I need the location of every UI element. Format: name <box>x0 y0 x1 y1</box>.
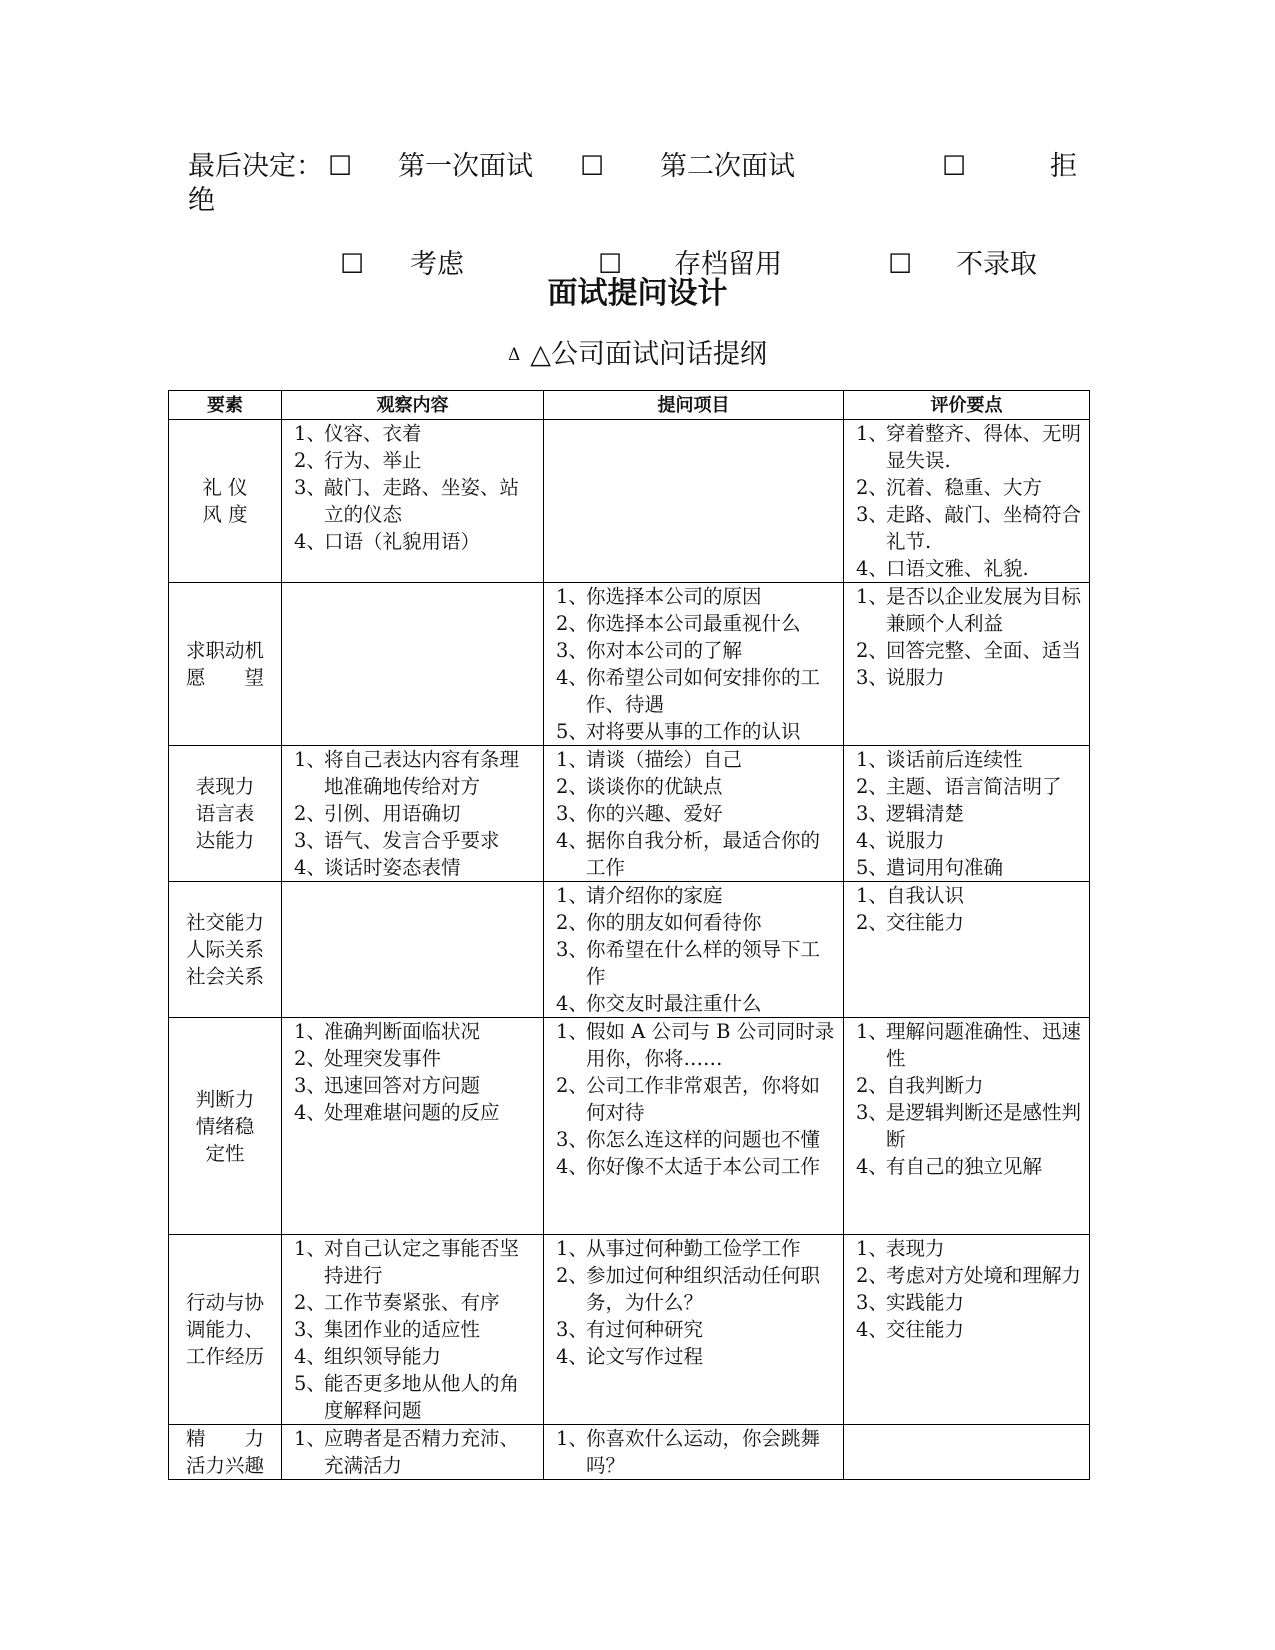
list-item <box>282 1343 537 1370</box>
header-observe: 观察内容 <box>282 391 544 420</box>
item-number: 2、 <box>294 449 326 472</box>
list-item <box>544 1235 837 1262</box>
item-number: 4、 <box>856 557 888 580</box>
observe-cell <box>282 1018 544 1235</box>
header-evaluation: 评价要点 <box>844 391 1090 420</box>
list-item <box>282 1289 537 1316</box>
questions-list <box>544 746 843 881</box>
evaluation-list <box>844 583 1089 691</box>
option-second-interview: 第二次面试 <box>660 151 795 182</box>
item-number: 4、 <box>856 1155 888 1178</box>
item-text: 有过何种研究 <box>586 1318 704 1341</box>
list-item <box>844 746 1083 773</box>
questions-cell <box>544 882 844 1018</box>
table-row <box>169 1425 1090 1480</box>
questions-cell <box>544 420 844 583</box>
list-item <box>282 447 537 474</box>
element-cell <box>169 1235 282 1425</box>
element-label: 社交能力 <box>185 911 264 934</box>
item-number: 3、 <box>856 802 888 825</box>
item-number: 2、 <box>294 802 326 825</box>
evaluation-list <box>844 882 1089 936</box>
item-text: 请谈（描绘）自己 <box>586 748 743 771</box>
list-item <box>544 1425 837 1479</box>
table-body <box>169 420 1090 1480</box>
item-number: 2、 <box>294 1047 326 1070</box>
element-label: 语言表 <box>195 802 255 825</box>
item-text: 你的朋友如何看待你 <box>586 911 762 934</box>
item-text: 回答完整、全面、适当 <box>886 639 1082 662</box>
item-number: 3、 <box>856 503 888 526</box>
item-number: 5、 <box>556 720 588 743</box>
questions-cell <box>544 1425 844 1480</box>
table-row <box>169 583 1090 746</box>
list-item <box>282 1235 537 1289</box>
questions-list <box>544 1425 843 1479</box>
item-number: 3、 <box>294 1318 326 1341</box>
item-text: 考虑对方处境和理解力 <box>886 1264 1082 1287</box>
item-number: 2、 <box>856 639 888 662</box>
item-number: 2、 <box>556 1264 588 1287</box>
questions-cell <box>544 1018 844 1235</box>
list-item <box>844 420 1083 474</box>
checkbox-consider[interactable]: ☐ <box>340 249 365 280</box>
item-text: 交往能力 <box>886 911 965 934</box>
list-item <box>544 882 837 909</box>
item-number: 3、 <box>856 1291 888 1314</box>
item-number: 2、 <box>856 911 888 934</box>
list-item <box>844 1099 1083 1153</box>
list-item <box>544 936 837 990</box>
list-item <box>844 474 1083 501</box>
option-archive: 存档留用 <box>674 249 782 280</box>
element-label: 表现力 <box>195 775 255 798</box>
item-text: 穿着整齐、得体、无明显失误. <box>886 422 1082 472</box>
item-text: 说服力 <box>886 666 945 689</box>
item-text: 准确判断面临状况 <box>324 1020 481 1043</box>
item-number: 1、 <box>294 748 326 771</box>
questions-list <box>544 882 843 1017</box>
item-number: 2、 <box>294 1291 326 1314</box>
list-item <box>282 1425 537 1479</box>
element-cell <box>169 1018 282 1235</box>
item-text: 语气、发言合乎要求 <box>324 829 500 852</box>
evaluation-list <box>844 1235 1089 1343</box>
table-row <box>169 420 1090 583</box>
item-text: 将自己表达内容有条理地准确地传给对方 <box>324 748 520 798</box>
item-number: 2、 <box>556 1074 588 1097</box>
list-item <box>282 854 537 881</box>
evaluation-cell <box>844 1425 1090 1480</box>
item-text: 遣词用句准确 <box>886 856 1004 879</box>
item-number: 2、 <box>556 775 588 798</box>
item-number: 5、 <box>294 1372 326 1395</box>
element-label: 风 度 <box>202 503 248 526</box>
item-text: 沉着、稳重、大方 <box>886 476 1043 499</box>
item-text: 迅速回答对方问题 <box>324 1074 481 1097</box>
list-item <box>844 1072 1083 1099</box>
questions-list <box>544 1018 843 1180</box>
evaluation-list <box>844 746 1089 881</box>
item-number: 4、 <box>294 1345 326 1368</box>
list-item <box>844 664 1083 691</box>
final-decision-block <box>188 150 1088 282</box>
item-number: 2、 <box>856 1074 888 1097</box>
list-item <box>844 909 1083 936</box>
observe-cell <box>282 1425 544 1480</box>
item-text: 假如 A 公司与 B 公司同时录用你，你将…… <box>586 1020 835 1070</box>
item-number: 4、 <box>556 829 588 852</box>
item-text: 是逻辑判断还是感性判断 <box>886 1101 1082 1151</box>
item-text: 是否以企业发展为目标兼顾个人利益 <box>886 585 1082 635</box>
list-item <box>544 746 837 773</box>
item-text: 据你自我分析，最适合你的工作 <box>586 829 821 879</box>
item-number: 2、 <box>556 911 588 934</box>
option-no-hire: 不录取 <box>956 249 1037 280</box>
table-row <box>169 882 1090 1018</box>
header-questions: 提问项目 <box>544 391 844 420</box>
item-number: 4、 <box>856 829 888 852</box>
evaluation-cell <box>844 420 1090 583</box>
checkbox-archive[interactable]: ☐ <box>598 249 623 280</box>
item-text: 工作节奏紧张、有序 <box>324 1291 500 1314</box>
delta-mark: Δ <box>507 345 521 365</box>
item-number: 2、 <box>856 775 888 798</box>
list-item <box>282 1045 537 1072</box>
list-item <box>844 854 1083 881</box>
item-number: 1、 <box>556 1020 588 1043</box>
subtitle-text: △公司面试问话提纲 <box>530 339 768 370</box>
list-item <box>544 583 837 610</box>
list-item <box>544 800 837 827</box>
item-text: 交往能力 <box>886 1318 965 1341</box>
option-consider: 考虑 <box>410 249 464 280</box>
list-item <box>282 827 537 854</box>
item-text: 你希望在什么样的领导下工作 <box>586 938 821 988</box>
interview-outline-table <box>168 390 1090 1480</box>
item-number: 3、 <box>856 666 888 689</box>
item-text: 对将要从事的工作的认识 <box>586 720 801 743</box>
item-number: 3、 <box>556 938 588 961</box>
item-number: 1、 <box>556 748 588 771</box>
list-item <box>844 555 1083 582</box>
list-item <box>544 1018 837 1072</box>
observe-list <box>282 746 543 881</box>
item-number: 1、 <box>556 585 588 608</box>
item-number: 4、 <box>294 530 326 553</box>
evaluation-cell <box>844 746 1090 882</box>
item-text: 谈话时姿态表情 <box>324 856 461 879</box>
observe-cell <box>282 746 544 882</box>
list-item <box>844 1235 1083 1262</box>
item-number: 4、 <box>294 1101 326 1124</box>
item-number: 1、 <box>556 1237 588 1260</box>
table-row <box>169 746 1090 882</box>
item-text: 行为、举止 <box>324 449 422 472</box>
questions-cell <box>544 746 844 882</box>
list-item <box>544 718 837 745</box>
item-text: 你好像不太适于本公司工作 <box>586 1155 821 1178</box>
item-text: 请介绍你的家庭 <box>586 884 723 907</box>
item-text: 集团作业的适应性 <box>324 1318 481 1341</box>
observe-cell <box>282 420 544 583</box>
questions-list <box>544 1235 843 1370</box>
item-text: 表现力 <box>886 1237 945 1260</box>
list-item <box>844 773 1083 800</box>
observe-list <box>282 420 543 555</box>
item-number: 4、 <box>556 1155 588 1178</box>
element-label: 行动与协 <box>185 1291 264 1314</box>
item-number: 4、 <box>556 1345 588 1368</box>
item-number: 1、 <box>856 422 888 445</box>
item-number: 4、 <box>556 666 588 689</box>
list-item <box>844 882 1083 909</box>
list-item <box>844 1262 1083 1289</box>
list-item <box>544 1153 837 1180</box>
item-number: 2、 <box>856 1264 888 1287</box>
item-number: 1、 <box>294 1237 326 1260</box>
list-item <box>844 1018 1083 1072</box>
element-label: 社会关系 <box>185 965 264 988</box>
observe-list <box>282 1425 543 1479</box>
table-header-row <box>169 391 1090 420</box>
item-number: 4、 <box>294 856 326 879</box>
item-number: 1、 <box>856 748 888 771</box>
questions-cell <box>544 583 844 746</box>
item-number: 1、 <box>856 1237 888 1260</box>
header-element: 要素 <box>169 391 282 420</box>
item-number: 1、 <box>556 1427 588 1450</box>
list-item <box>544 637 837 664</box>
item-number: 4、 <box>556 992 588 1015</box>
item-text: 应聘者是否精力充沛、充满活力 <box>324 1427 520 1477</box>
item-number: 1、 <box>294 422 326 445</box>
evaluation-cell <box>844 1018 1090 1235</box>
list-item <box>544 1072 837 1126</box>
list-item <box>544 1316 837 1343</box>
observe-cell <box>282 1235 544 1425</box>
element-label: 愿 望 <box>185 666 264 689</box>
element-cell <box>169 746 282 882</box>
list-item <box>544 909 837 936</box>
item-text: 谈谈你的优缺点 <box>586 775 723 798</box>
list-item <box>844 1316 1083 1343</box>
observe-cell <box>282 583 544 746</box>
item-text: 能否更多地从他人的角度解释问题 <box>324 1372 520 1422</box>
observe-list <box>282 1235 543 1424</box>
item-number: 1、 <box>556 884 588 907</box>
list-item <box>282 420 537 447</box>
item-number: 1、 <box>856 884 888 907</box>
evaluation-cell <box>844 583 1090 746</box>
item-text: 你交友时最注重什么 <box>586 992 762 1015</box>
page-subtitle <box>0 332 1275 371</box>
option-first-interview: 第一次面试 <box>398 151 533 182</box>
item-text: 处理难堪问题的反应 <box>324 1101 500 1124</box>
item-text: 组织领导能力 <box>324 1345 442 1368</box>
item-text: 你对本公司的了解 <box>586 639 743 662</box>
element-label: 礼 仪 <box>202 476 248 499</box>
page-title: 面试提问设计 <box>547 276 728 311</box>
item-number: 3、 <box>556 1128 588 1151</box>
item-text: 你希望公司如何安排你的工作、待遇 <box>586 666 821 716</box>
item-number: 3、 <box>556 802 588 825</box>
item-number: 3、 <box>556 639 588 662</box>
item-number: 1、 <box>856 1020 888 1043</box>
item-text: 走路、敲门、坐椅符合礼节. <box>886 503 1082 553</box>
decision-label: 最后决定： <box>188 151 323 182</box>
element-label: 精 力 <box>185 1427 264 1450</box>
list-item <box>282 1316 537 1343</box>
element-label: 求职动机 <box>185 639 264 662</box>
item-text: 逻辑清楚 <box>886 802 965 825</box>
item-text: 引例、用语确切 <box>324 802 461 825</box>
element-label: 定性 <box>205 1141 245 1165</box>
item-text: 仪容、衣着 <box>324 422 422 445</box>
option-reject-part1: 拒 <box>1050 151 1077 182</box>
item-text: 你选择本公司最重视什么 <box>586 612 801 635</box>
item-text: 口语（礼貌用语） <box>324 530 481 553</box>
element-label: 活力兴趣 <box>185 1454 264 1477</box>
item-text: 你喜欢什么运动，你会跳舞吗？ <box>586 1427 821 1477</box>
list-item <box>544 773 837 800</box>
decision-row-1 <box>188 150 1088 184</box>
item-number: 3、 <box>294 1074 326 1097</box>
list-item <box>844 637 1083 664</box>
list-item <box>844 827 1083 854</box>
element-cell <box>169 882 282 1018</box>
list-item <box>844 583 1083 637</box>
evaluation-list <box>844 1018 1089 1180</box>
list-item <box>282 1370 537 1424</box>
element-label: 判断力 <box>195 1087 255 1111</box>
element-cell <box>169 583 282 746</box>
table-row <box>169 1018 1090 1235</box>
item-number: 3、 <box>556 1318 588 1341</box>
element-cell <box>169 420 282 583</box>
observe-list <box>282 1018 543 1126</box>
item-number: 2、 <box>556 612 588 635</box>
checkbox-first-interview[interactable]: ☐ <box>328 151 353 182</box>
item-number: 3、 <box>856 1101 888 1124</box>
list-item <box>844 1289 1083 1316</box>
item-text: 理解问题准确性、迅速性 <box>886 1020 1082 1070</box>
item-text: 处理突发事件 <box>324 1047 442 1070</box>
list-item <box>544 1262 837 1316</box>
item-text: 有自己的独立见解 <box>886 1155 1043 1178</box>
list-item <box>544 990 837 1017</box>
checkbox-reject[interactable]: ☐ <box>942 151 967 182</box>
list-item <box>544 1126 837 1153</box>
item-number: 4、 <box>856 1318 888 1341</box>
item-text: 自我认识 <box>886 884 965 907</box>
item-number: 1、 <box>294 1427 326 1450</box>
item-number: 1、 <box>856 585 888 608</box>
list-item <box>282 1099 537 1126</box>
item-text: 实践能力 <box>886 1291 965 1314</box>
list-item <box>844 800 1083 827</box>
list-item <box>844 501 1083 555</box>
list-item <box>282 800 537 827</box>
item-text: 论文写作过程 <box>586 1345 704 1368</box>
item-text: 你的兴趣、爱好 <box>586 802 723 825</box>
item-text: 说服力 <box>886 829 945 852</box>
item-number: 3、 <box>294 476 326 499</box>
list-item <box>282 1018 537 1045</box>
item-text: 敲门、走路、坐姿、站立的仪态 <box>324 476 520 526</box>
list-item <box>544 827 837 881</box>
item-text: 谈话前后连续性 <box>886 748 1023 771</box>
element-label: 达能力 <box>195 829 255 852</box>
item-text: 参加过何种组织活动任何职务，为什么？ <box>586 1264 821 1314</box>
list-item <box>282 474 537 528</box>
list-item <box>844 1153 1083 1180</box>
item-text: 主题、语言简洁明了 <box>886 775 1062 798</box>
item-number: 3、 <box>294 829 326 852</box>
list-item <box>282 528 537 555</box>
observe-cell <box>282 882 544 1018</box>
item-number: 2、 <box>856 476 888 499</box>
item-text: 自我判断力 <box>886 1074 984 1097</box>
checkbox-second-interview[interactable]: ☐ <box>580 151 605 182</box>
element-label: 调能力、 <box>185 1318 264 1341</box>
element-label: 人际关系 <box>185 938 264 961</box>
item-number: 5、 <box>856 856 888 879</box>
checkbox-no-hire[interactable]: ☐ <box>888 249 913 280</box>
list-item <box>282 1072 537 1099</box>
questions-cell <box>544 1235 844 1425</box>
list-item <box>544 610 837 637</box>
item-text: 你怎么连这样的问题也不懂 <box>586 1128 821 1151</box>
option-reject-part2: 绝 <box>188 185 215 216</box>
list-item <box>544 1343 837 1370</box>
item-text: 从事过何种勤工俭学工作 <box>586 1237 801 1260</box>
decision-row-1-wrap <box>188 184 1088 218</box>
item-text: 口语文雅、礼貌. <box>886 557 1029 580</box>
evaluation-list <box>844 420 1089 582</box>
questions-list <box>544 583 843 745</box>
element-label: 情绪稳 <box>195 1114 255 1138</box>
item-number: 1、 <box>294 1020 326 1043</box>
element-cell <box>169 1425 282 1480</box>
item-text: 公司工作非常艰苦，你将如何对待 <box>586 1074 821 1124</box>
list-item <box>544 664 837 718</box>
element-label: 工作经历 <box>185 1345 264 1368</box>
evaluation-cell <box>844 1235 1090 1425</box>
table-row <box>169 1235 1090 1425</box>
list-item <box>282 746 537 800</box>
evaluation-cell <box>844 882 1090 1018</box>
item-text: 对自己认定之事能否坚持进行 <box>324 1237 520 1287</box>
item-text: 你选择本公司的原因 <box>586 585 762 608</box>
